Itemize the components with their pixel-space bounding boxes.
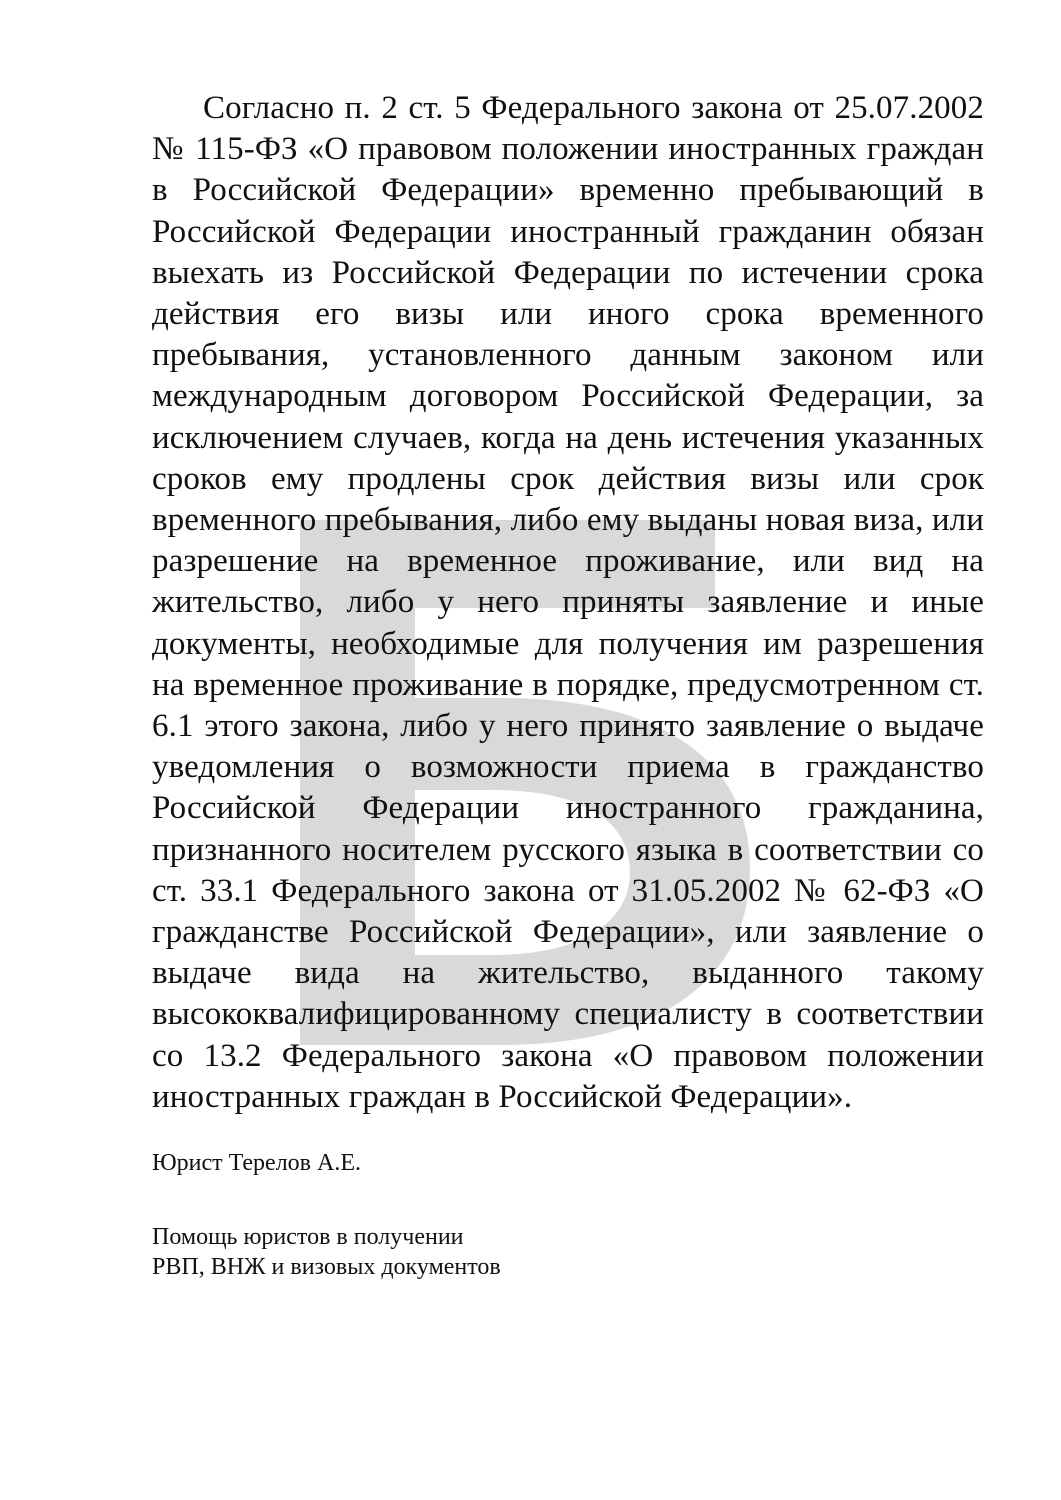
- footer-line-1: Помощь юристов в получении: [152, 1224, 464, 1251]
- document-page: [152, 88, 984, 1282]
- footer-note: [152, 1222, 984, 1282]
- footer-line-2: РВП, ВНЖ и визовых документов: [152, 1254, 501, 1281]
- main-paragraph: Согласно п. 2 ст. 5 Федерального закона от 25.07.2002 № 115-ФЗ «О правовом положении иностранных граждан в Российской Федерации» временно пребывающий в Российской Федерации иностранный гражданин обязан выехать из Российской Федерации по истечении срока действия его визы или иного срока временного пребывания, установленного данным законом или международным договором Российской Федерации, за исключением случаев, когда на день истечения указанных сроков ему продлены срок действия визы или срок временного пребывания, либо ему выданы новая виза, или разрешение на временное проживание, или вид на жительство, либо у него приняты заявление и иные документы, необходимые для получения им разрешения на временное проживание в порядке, предусмотренном ст. 6.1 этого закона, либо у него принято заявление о выдаче уведомления о возможности приема в гражданство Российской Федерации иностранного гражданина, признанного носителем русского языка в соответствии со ст. 33.1 Федерального закона от 31.05.2002 № 62-ФЗ «О гражданстве Российской Федерации», или заявление о выдаче вида на жительство, выданного такому высококвалифицированному специалисту в соответствии со 13.2 Федерального закона «О правовом положении иностранных граждан в Российской Федерации».: [152, 90, 984, 1115]
- signature-line: Юрист Терелов А.Е.: [152, 1150, 362, 1177]
